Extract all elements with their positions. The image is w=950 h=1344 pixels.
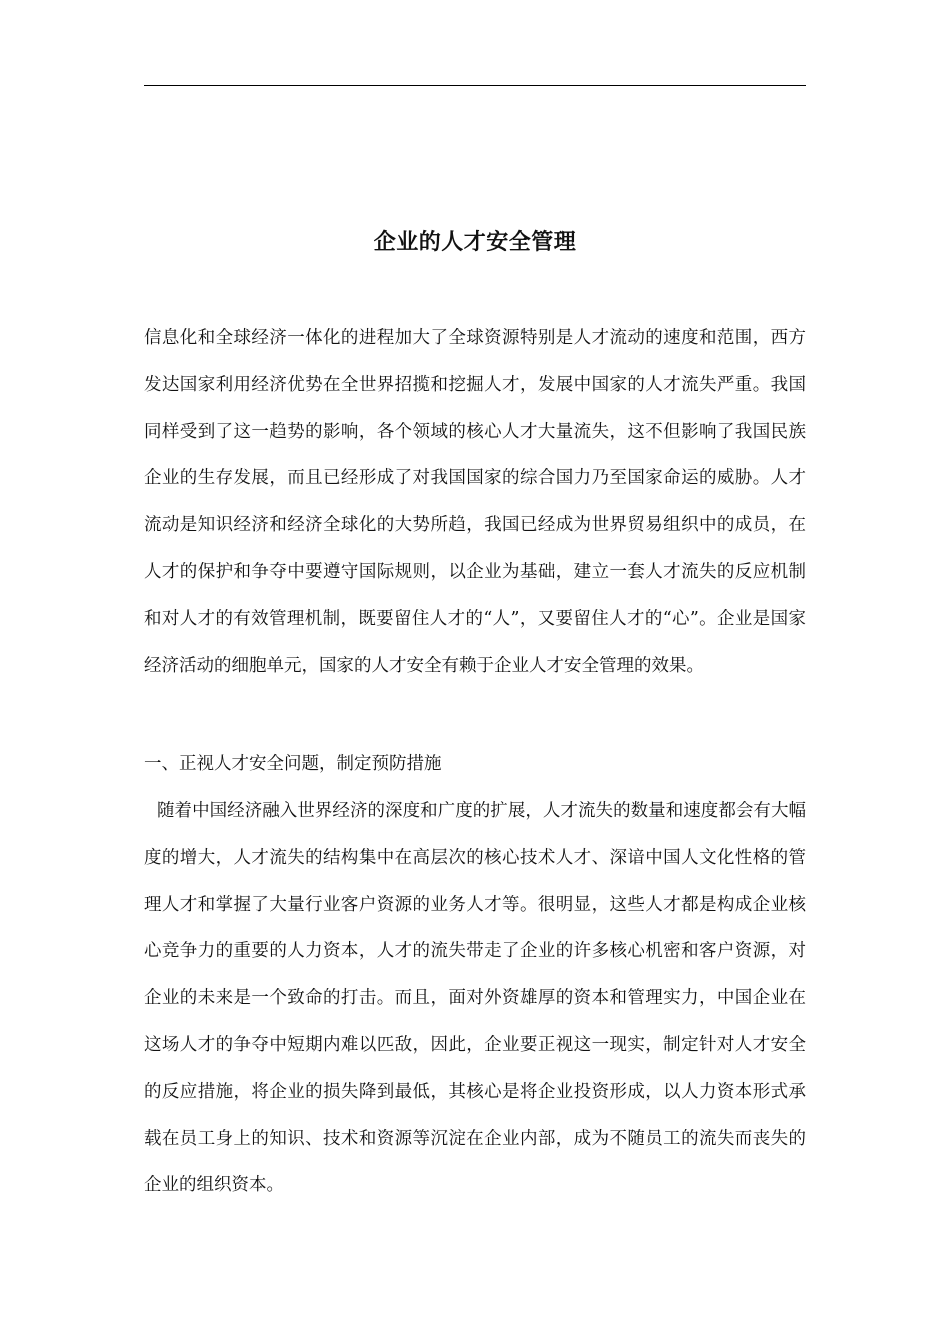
section-heading: 一、正视人才安全问题，制定预防措施 — [144, 754, 442, 774]
intro-paragraph: 信息化和全球经济一体化的进程加大了全球资源特别是人才流动的速度和范围，西方发达国家利用经济优势在全世界招揽和挖掘人才，发展中国家的人才流失严重。我国同样受到了这一趋势的影响，各个领域的核心人才大量流失，这不但影响了我国民族企业的生存发展，而且已经形成了对我国国家的综合国力乃至国家命运的威胁。人才流动是知识经济和经济全球化的大势所趋，我国已经成为世界贸易组织中的成员，在人才的保护和争夺中要遵守国际规则，以企业为基础，建立一套人才流失的反应机制和对人才的有效管理机制，既要留住人才的“人”，又要留住人才的“心”。企业是国家经济活动的细胞单元，国家的人才安全有赖于企业人才安全管理的效果。 — [144, 328, 806, 676]
section-paragraph: 随着中国经济融入世界经济的深度和广度的扩展，人才流失的数量和速度都会有大幅度的增大，人才流失的结构集中在高层次的核心技术人才、深谙中国人文化性格的管理人才和掌握了大量行业客户资源的业务人才等。很明显，这些人才都是构成企业核心竞争力的重要的人力资本，人才的流失带走了企业的许多核心机密和客户资源，对企业的未来是一个致命的打击。而且，面对外资雄厚的资本和管理实力，中国企业在这场人才的争夺中短期内难以匹敌，因此，企业要正视这一现实，制定针对人才安全的反应措施，将企业的损失降到最低，其核心是将企业投资形成，以人力资本形式承载在员工身上的知识、技术和资源等沉淀在企业内部，成为不随员工的流失而丧失的企业的组织资本。 — [144, 801, 806, 1196]
document-title: 企业的人才安全管理 — [373, 229, 577, 255]
header-rule — [144, 85, 806, 86]
